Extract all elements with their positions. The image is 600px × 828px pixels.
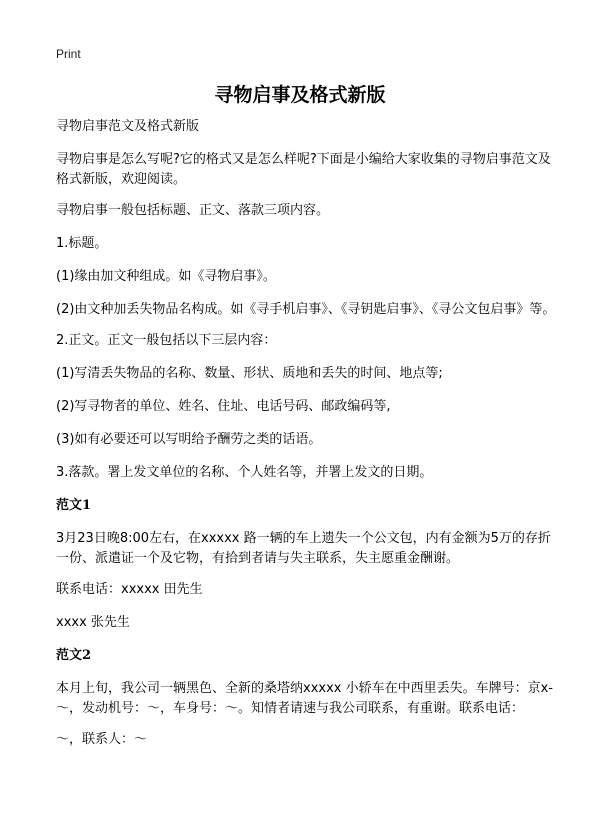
section-title-1: 1.标题。: [56, 236, 108, 251]
example-1-heading: 范文1: [56, 498, 92, 513]
page-title: 寻物启事及格式新版: [214, 84, 386, 106]
example-1-body: 3月23日晚8:00左右，在xxxxx 路一辆的车上遗失一个公文包，内有金额为5万的存折一份、派遣证一个及它物，有拾到者请与失主联系，失主愿重金酬谢。: [56, 531, 551, 566]
section-2-item-1: (1)写清丢失物品的名称、数量、形状、质地和丢失的时间、地点等;: [56, 366, 443, 381]
section-1-item-2: (2)由文种加丢失物品名构成。如《寻手机启事》、《寻钥匙启事》、《寻公文包启事》等。: [56, 302, 556, 317]
print-label[interactable]: Print: [56, 47, 81, 61]
section-2-item-2: (2)写寻物者的单位、姓名、住址、电话号码、邮政编码等,: [56, 399, 391, 414]
subtitle: 寻物启事范文及格式新版: [56, 119, 200, 134]
example-2-body: 本月上旬，我公司一辆黑色、全新的桑塔纳xxxxx 小轿车在中西里丢失。车牌号：京x-～，发动机号：～，车身号：～。知情者请速与我公司联系，有重谢。联系电话：: [56, 681, 553, 716]
section-1-item-1: (1)缘由加文种组成。如《寻物启事》。: [56, 269, 276, 284]
document-body: [56, 117, 556, 763]
section-2-item-3: (3)如有必要还可以写明给予酬劳之类的话语。: [56, 432, 322, 447]
example-1-contact-2: xxxx 张先生: [56, 615, 130, 630]
example-2-heading: 范文2: [56, 648, 92, 663]
overview-paragraph: 寻物启事一般包括标题、正文、落款三项内容。: [56, 203, 330, 218]
example-2-contact: ～，联系人：～: [56, 732, 148, 747]
intro-paragraph: 寻物启事是怎么写呢?它的格式又是怎么样呢?下面是小编给大家收集的寻物启事范文及格式新版，欢迎阅读。: [56, 152, 551, 187]
section-title-3: 3.落款。署上发文单位的名称、个人姓名等，并署上发文的日期。: [56, 465, 433, 480]
example-1-contact-1: 联系电话：xxxxx 田先生: [56, 582, 203, 597]
section-title-2: 2.正文。正文一般包括以下三层内容：: [56, 333, 277, 348]
